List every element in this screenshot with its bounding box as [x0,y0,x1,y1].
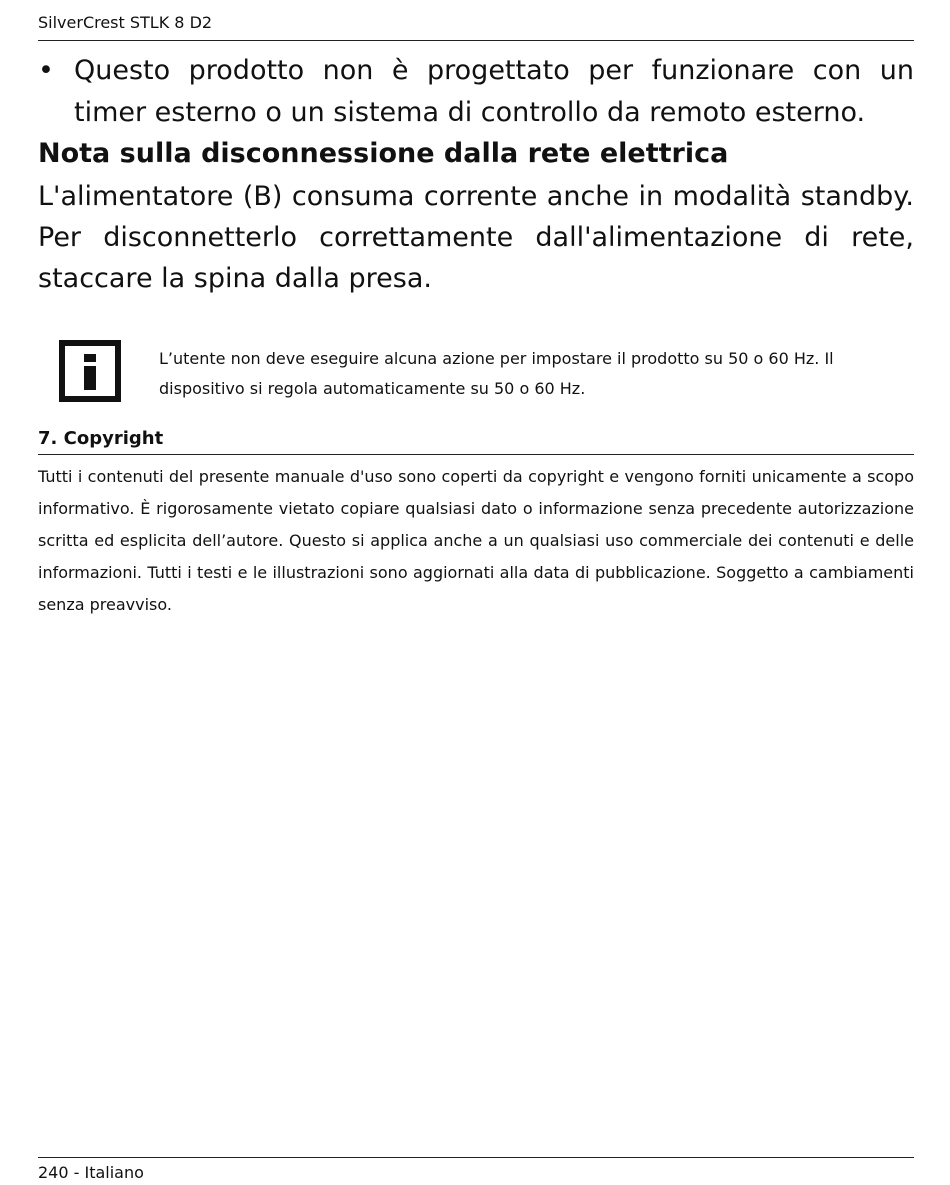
manual-page [38,0,914,1185]
disconnection-body: L'alimentatore (B) consuma corrente anche in modalità standby. Per disconnetterlo correttamente dall'alimentazione di rete, staccare la spina dalla presa. [38,181,914,294]
notice-text: L’utente non deve eseguire alcuna azione per impostare il prodotto su 50 o 60 Hz. Il dispositivo si regola automaticamente su 50 o 60 Hz. [159,349,834,398]
product-title: SilverCrest STLK 8 D2 [38,13,213,32]
page-number-label: 240 - Italiano [38,1163,144,1182]
copyright-heading: 7. Copyright [38,424,914,455]
disconnection-heading: Nota sulla disconnessione dalla rete elettrica [38,138,729,169]
info-icon [59,340,121,402]
info-icon-glyph [65,346,115,396]
page-header [38,12,914,41]
bullet-marker: • [38,55,54,86]
copyright-body: Tutti i contenuti del presente manuale d'uso sono coperti da copyright e vengono forniti unicamente a scopo informativo. È rigorosamente vietato copiare qualsiasi dato o informazione senza precedente autorizzazione scritta ed esplicita dell’autore. Questo si applica anche a un qualsiasi uso commerciale dei contenuti e delle informazioni. Tutti i testi e le illustrazioni sono aggiornati alla data di pubblicazione. Soggetto a cambiamenti senza preavviso. [38,467,914,614]
bullet-text: Questo prodotto non è progettato per funzionare con un timer esterno o un sistema di controllo da remoto esterno. [74,55,914,128]
page-footer [38,1157,914,1184]
bullet-item [38,50,914,134]
